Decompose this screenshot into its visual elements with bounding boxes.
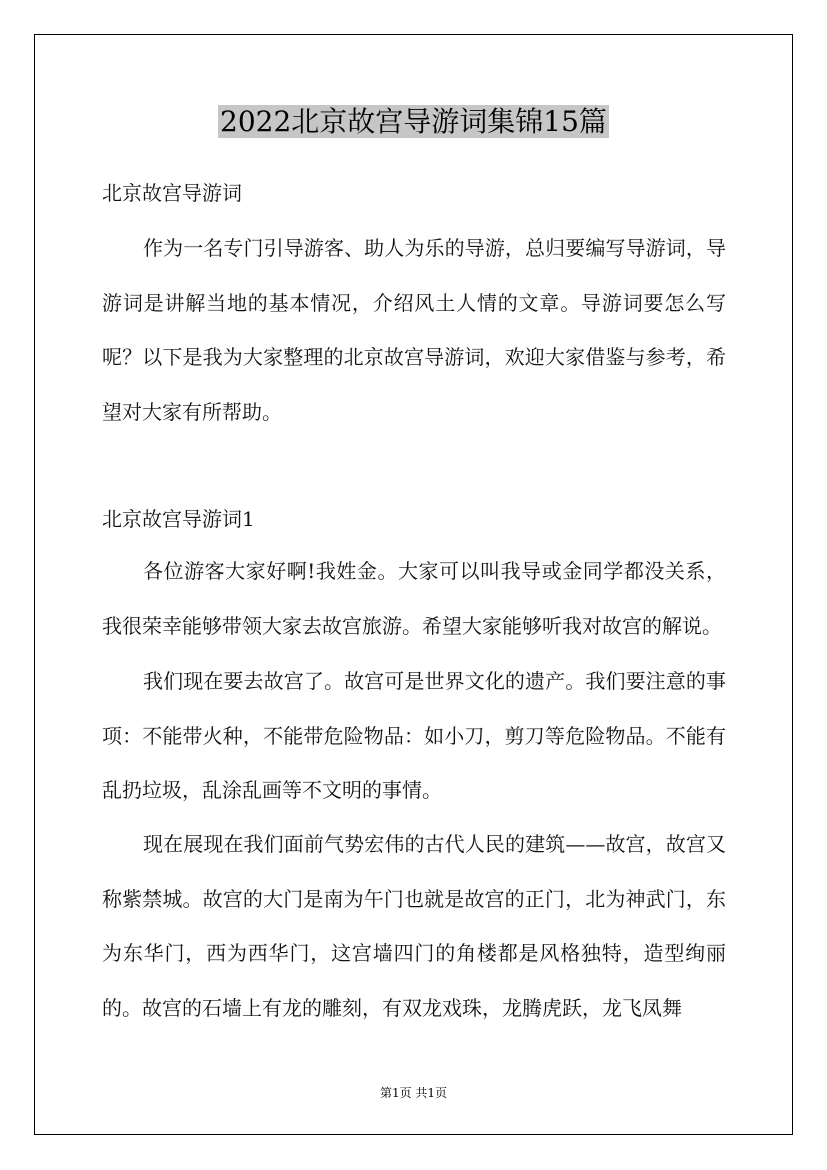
body-paragraph-1: 各位游客大家好啊!我姓金。大家可以叫我导或金同学都没关系，我很荣幸能够带领大家去故宫旅游。希望大家能够听我对故宫的解说。 <box>102 559 726 638</box>
intro-paragraph: 作为一名专门引导游客、助人为乐的导游，总归要编写导游词，导游词是讲解当地的基本情况，介绍风土人情的文章。导游词要怎么写呢？以下是我为大家整理的北京故宫导游词，欢迎大家借鉴与参考，希望对大家有所帮助。 <box>102 236 726 424</box>
document-title <box>0 102 827 142</box>
intro-heading: 北京故宫导游词 <box>102 181 242 205</box>
title-text: 2022北京故宫导游词集锦15篇 <box>220 105 607 138</box>
body-paragraph-2: 我们现在要去故宫了。故宫可是世界文化的遗产。我们要注意的事项：不能带火种，不能带危险物品：如小刀，剪刀等危险物品。不能有乱扔垃圾，乱涂乱画等不文明的事情。 <box>102 669 726 802</box>
body-paragraph-3: 现在展现在我们面前气势宏伟的古代人民的建筑——故宫，故宫又称紫禁城。故宫的大门是南为午门也就是故宫的正门，北为神武门，东为东华门，西为西华门，这宫墙四门的角楼都是风格独特，造型绚丽的。故宫的石墙上有龙的雕刻，有双龙戏珠，龙腾虎跃，龙飞凤舞 <box>102 832 726 1020</box>
section-heading: 北京故宫导游词1 <box>102 507 255 531</box>
page-footer: 第1页 共1页 <box>379 1086 448 1100</box>
